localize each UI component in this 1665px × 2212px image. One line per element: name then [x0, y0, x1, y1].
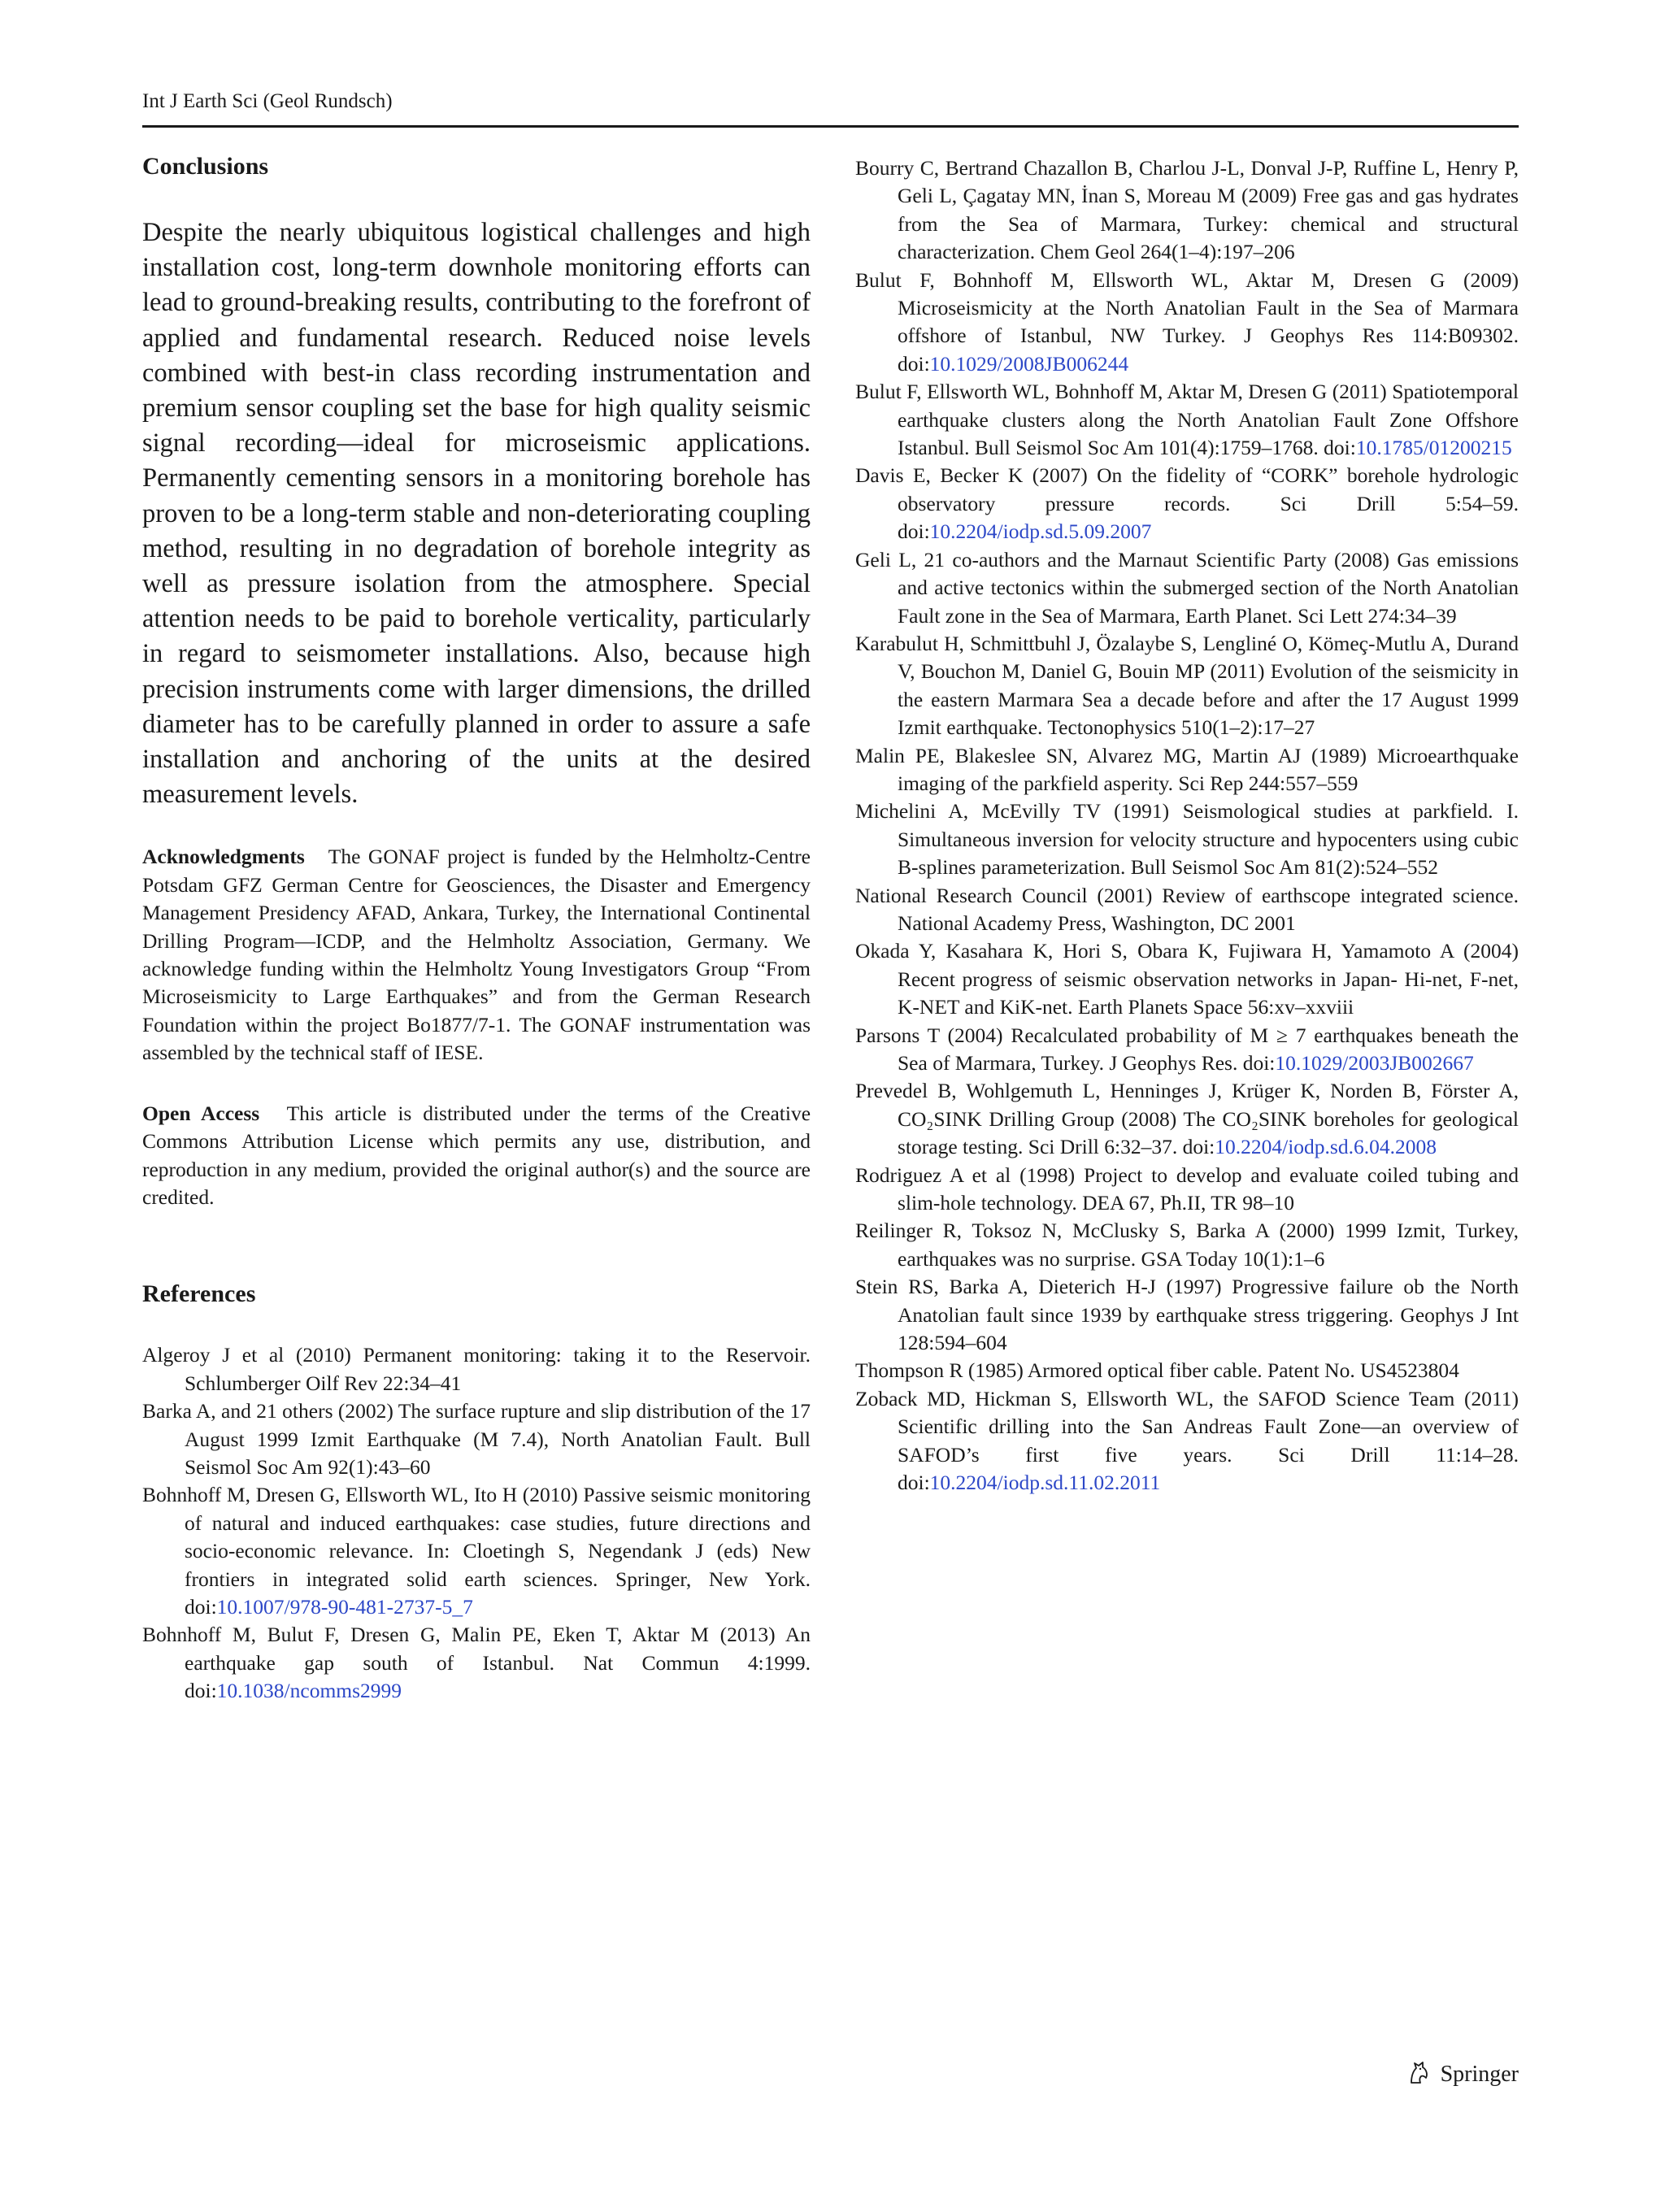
- doi-link[interactable]: 10.1038/ncomms2999: [216, 1679, 402, 1703]
- reference-item: Zoback MD, Hickman S, Ellsworth WL, the SAFOD Science Team (2011) Scientific drilling into the San Andreas Fault Zone—an overview of SAFOD’s first five years. Sci Drill 11:14–28. doi:10.2204/iodp.sd.11.02.2011: [855, 1386, 1519, 1495]
- reference-item: Bohnhoff M, Bulut F, Dresen G, Malin PE, Eken T, Aktar M (2013) An earthquake gap south of Istanbul. Nat Commun 4:1999. doi:10.1038/ncomms2999: [142, 1623, 811, 1703]
- reference-item: Bulut F, Ellsworth WL, Bohnhoff M, Aktar M, Dresen G (2011) Spatiotemporal earthquake clusters along the North Anatolian Fault Zone Offshore Istanbul. Bull Seismol Soc Am 101(4):1759–1768. doi:10.1785/01200215: [855, 380, 1519, 460]
- conclusions-text: Despite the nearly ubiquitous logistical challenges and high installation cost, long-term downhole monitoring efforts can lead to ground-breaking results, contributing to the forefront of applied and fundamental research. Reduced noise levels combined with best-in class recording instrumentation and premium sensor coupling set the base for high quality seismic signal recording—ideal for microseismic applications. Permanently cementing sensors in a monitoring borehole has proven to be a long-term stable and non-deteriorating coupling method, resulting in no degradation of borehole integrity as well as pressure isolation from the atmosphere. Special attention needs to be paid to borehole verticality, particularly in regard to seismometer installations. Also, because high precision instruments come with larger dimensions, the drilled diameter has to be carefully planned in order to assure a safe installation and anchoring of the units at the desired measurement levels.: [142, 218, 811, 810]
- page-header: [142, 89, 1519, 128]
- doi-link[interactable]: 10.1029/2003JB002667: [1275, 1051, 1474, 1075]
- open-access-text: This article is distributed under the terms of the Creative Commons Attribution License which permits any use, distribution, and reproduction in any medium, provided the original author(s) and the source are credited.: [142, 1101, 811, 1209]
- doi-link[interactable]: 10.1785/01200215: [1355, 436, 1512, 460]
- conclusions-heading: Conclusions: [142, 153, 269, 180]
- reference-item: Bulut F, Bohnhoff M, Ellsworth WL, Aktar M, Dresen G (2009) Microseismicity at the North Anatolian Fault in the Sea of Marmara offshore of Istanbul, NW Turkey. J Geophys Res 114:B09302. doi:10.1029/2008JB006244: [855, 267, 1519, 376]
- journal-title: Int J Earth Sci (Geol Rundsch): [142, 90, 393, 112]
- doi-link[interactable]: 10.2204/iodp.sd.6.04.2008: [1215, 1135, 1437, 1159]
- reference-item: Parsons T (2004) Recalculated probability of M ≥ 7 earthquakes beneath the Sea of Marmara, Turkey. J Geophys Res. doi:10.1029/2003JB002667: [855, 1023, 1519, 1075]
- reference-item: Thompson R (1985) Armored optical fiber cable. Patent No. US4523804: [855, 1358, 1459, 1383]
- publisher-footer: [1405, 2058, 1519, 2090]
- doi-link[interactable]: 10.1007/978-90-481-2737-5_7: [216, 1594, 473, 1619]
- reference-item: Michelini A, McEvilly TV (1991) Seismological studies at parkfield. I. Simultaneous inversion for velocity structure and hypocenters using cubic B-splines parameterization. Bull Seismol Soc Am 81(2):524–552: [855, 799, 1519, 880]
- reference-item: National Research Council (2001) Review of earthscope integrated science. National Academy Press, Washington, DC 2001: [855, 883, 1519, 935]
- left-column: [142, 150, 811, 1706]
- reference-item: Davis E, Becker K (2007) On the fidelity of “CORK” borehole hydrologic observatory pressure records. Sci Drill 5:54–59. doi:10.2204/iodp.sd.5.09.2007: [855, 463, 1519, 544]
- reference-item: Bourry C, Bertrand Chazallon B, Charlou J-L, Donval J-P, Ruffine L, Henry P, Geli L, Çagatay MN, İnan S, Moreau M (2009) Free gas and gas hydrates from the Sea of Marmara, Turkey: chemical and structural characterization. Chem Geol 264(1–4):197–206: [855, 156, 1519, 264]
- reference-item: Bohnhoff M, Dresen G, Ellsworth WL, Ito H (2010) Passive seismic monitoring of natural and induced earthquakes: case studies, future directions and socio-economic relevance. In: Cloetingh S, Negendank J (eds) New frontiers in integrated solid earth sciences. Springer, New York. doi:10.1007/978-90-481-2737-5_7: [142, 1483, 811, 1619]
- doi-link[interactable]: 10.1029/2008JB006244: [929, 351, 1129, 376]
- reference-item: Reilinger R, Toksoz N, McClusky S, Barka A (2000) 1999 Izmit, Turkey, earthquakes was no surprise. GSA Today 10(1):1–6: [855, 1219, 1519, 1271]
- reference-item: Prevedel B, Wohlgemuth L, Henninges J, Krüger K, Norden B, Förster A, CO₂SINK Drilling Group (2008) The CO₂SINK boreholes for geological storage testing. Sci Drill 6:32–37. doi:10.2204/iodp.sd.6.04.2008: [855, 1079, 1519, 1159]
- reference-item: Algeroy J et al (2010) Permanent monitoring: taking it to the Reservoir. Schlumberger Oilf Rev 22:34–41: [142, 1343, 811, 1395]
- acknowledgments-label: Acknowledgments: [142, 845, 305, 869]
- reference-item: Rodriguez A et al (1998) Project to develop and evaluate coiled tubing and slim-hole technology. DEA 67, Ph.II, TR 98–10: [855, 1162, 1519, 1215]
- acknowledgments-text: The GONAF project is funded by the Helmholtz-Centre Potsdam GFZ German Centre for Geosciences, the Disaster and Emergency Management Presidency AFAD, Ankara, Turkey, the International Continental Drilling Program—ICDP, and the Helmholtz Association, Germany. We acknowledge funding within the Helmholtz Young Investigators Group “From Microseismicity to Large Earthquakes” and from the German Research Foundation within the project Bo1877/7-1. The GONAF instrumentation was assembled by the technical staff of IESE.: [142, 845, 811, 1065]
- reference-list-left: [142, 1341, 811, 1705]
- right-column: [855, 154, 1519, 1497]
- reference-list-right: [855, 154, 1519, 1497]
- doi-link[interactable]: 10.2204/iodp.sd.11.02.2011: [929, 1471, 1161, 1495]
- open-access-label: Open Access: [142, 1101, 260, 1125]
- open-access-paragraph: [142, 1100, 811, 1212]
- reference-item: Stein RS, Barka A, Dieterich H-J (1997) Progressive failure ob the North Anatolian fault since 1939 by earthquake stress triggering. Geophys J Int 128:594–604: [855, 1275, 1519, 1355]
- reference-item: Okada Y, Kasahara K, Hori S, Obara K, Fujiwara H, Yamamoto A (2004) Recent progress of seismic observation networks in Japan- Hi-net, F-net, K-NET and KiK-net. Earth Planets Space 56:xv–xxviii: [855, 939, 1519, 1019]
- springer-horse-icon: [1405, 2058, 1432, 2090]
- publisher-name: Springer: [1440, 2061, 1519, 2087]
- acknowledgments-paragraph: [142, 843, 811, 1067]
- doi-link[interactable]: 10.2204/iodp.sd.5.09.2007: [929, 519, 1152, 544]
- references-heading: References: [142, 1280, 256, 1308]
- reference-item: Barka A, and 21 others (2002) The surface rupture and slip distribution of the 17 August 1999 Izmit Earthquake (M 7.4), North Anatolian Fault. Bull Seismol Soc Am 92(1):43–60: [142, 1399, 811, 1479]
- reference-item: Geli L, 21 co-authors and the Marnaut Scientific Party (2008) Gas emissions and active tectonics within the submerged section of the North Anatolian Fault zone in the Sea of Marmara, Earth Planet. Sci Lett 274:34–39: [855, 547, 1519, 628]
- reference-item: Karabulut H, Schmittbuhl J, Özalaybe S, Lengliné O, Kömeç-Mutlu A, Durand V, Bouchon M, Daniel G, Bouin MP (2011) Evolution of the seismicity in the eastern Marmara Sea a decade before and after the 17 August 1999 Izmit earthquake. Tectonophysics 510(1–2):17–27: [855, 631, 1519, 740]
- reference-item: Malin PE, Blakeslee SN, Alvarez MG, Martin AJ (1989) Microearthquake imaging of the parkfield asperity. Sci Rep 244:557–559: [855, 743, 1519, 795]
